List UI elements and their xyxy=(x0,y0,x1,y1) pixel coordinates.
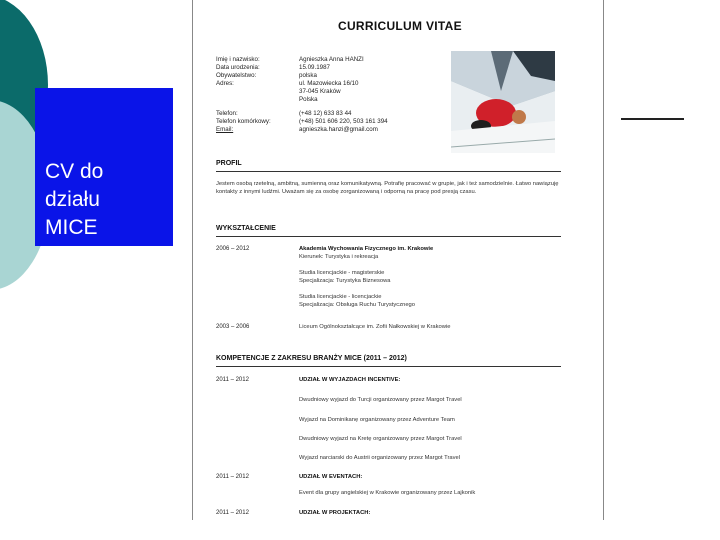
competence-date: 2011 – 2012 xyxy=(216,377,249,383)
slide-title-box xyxy=(35,88,173,246)
photo-image xyxy=(451,51,555,153)
education-heading: WYKSZTAŁCENIE xyxy=(216,225,276,232)
personal-label: Telefon: xyxy=(216,110,238,117)
education-line: Liceum Ogólnokształcące im. Zofii Nałkowskiej w Krakowie xyxy=(299,324,451,330)
education-line: Kierunek: Turystyka i rekreacja xyxy=(299,254,379,260)
personal-label: Data urodzenia: xyxy=(216,64,260,71)
competence-line: Wyjazd narciarski do Austrii organizowany przez Margot Travel xyxy=(299,455,461,461)
personal-label: Obywatelstwo: xyxy=(216,72,257,79)
competence-line: Dwudniowy wyjazd na Kretę organizowany przez Margot Travel xyxy=(299,436,462,442)
personal-row-citizenship xyxy=(216,72,317,79)
slide-decorative-line xyxy=(621,118,684,120)
personal-value: 37-045 Kraków xyxy=(299,88,341,95)
personal-row-mobile xyxy=(216,118,388,125)
competence-head: UDZIAŁ W PROJEKTACH: xyxy=(299,510,371,516)
personal-value: (+48) 501 606 220, 503 161 394 xyxy=(299,118,388,125)
competence-head: UDZIAŁ W WYJAZDACH INCENTIVE: xyxy=(299,377,401,383)
competence-line: Event dla grupy angielskiej w Krakowie organizowany przez Lajkonik xyxy=(299,490,476,496)
cv-title: CURRICULUM VITAE xyxy=(338,19,462,33)
personal-value: Agnieszka Anna HANZI xyxy=(299,56,364,63)
cv-document-page xyxy=(192,0,604,520)
personal-label: Email: xyxy=(216,126,234,133)
section-divider xyxy=(216,171,561,172)
section-divider xyxy=(216,236,561,237)
competence-heading: KOMPETENCJE Z ZAKRESU BRANŻY MICE (2011 – 2012) xyxy=(216,355,407,362)
education-line: Akademia Wychowania Fizycznego im. Krakowie xyxy=(299,246,434,252)
personal-value: (+48 12) 633 83 44 xyxy=(299,110,352,117)
competence-head: UDZIAŁ W EVENTACH: xyxy=(299,474,363,480)
competence-line: Wyjazd na Dominikanę organizowany przez Adventure Team xyxy=(299,417,455,423)
personal-row-phone xyxy=(216,110,352,117)
profile-text: Jestem osobą rzetelną, ambitną, sumienną oraz komunikatywną. Potrafię pracować w grupie, jak i też samodzielnie. Łatwo nawiązuję kontakty z innymi ludźmi. Uważam się za osobę zorganizowaną i odporną na pracę pod presją czasu. xyxy=(216,181,559,195)
personal-label: Imię i nazwisko: xyxy=(216,56,260,63)
personal-label: Adres: xyxy=(216,80,234,87)
personal-row-birthdate xyxy=(216,64,330,71)
personal-row-name xyxy=(216,56,364,63)
profile-heading: PROFIL xyxy=(216,160,242,167)
education-line: Specjalizacja: Obsługa Ruchu Turystycznego xyxy=(299,302,415,308)
sailing-photo xyxy=(451,51,555,153)
competence-date: 2011 – 2012 xyxy=(216,474,249,480)
education-date: 2006 – 2012 xyxy=(216,246,250,252)
education-date: 2003 – 2006 xyxy=(216,324,250,330)
education-line: Studia licencjackie - magisterskie xyxy=(299,270,385,276)
personal-value: 15.09.1987 xyxy=(299,64,330,71)
competence-date: 2011 – 2012 xyxy=(216,510,249,516)
personal-label: Telefon komórkowy: xyxy=(216,118,271,125)
competence-line: Dwudniowy wyjazd do Turcji organizowany przez Margot Travel xyxy=(299,397,462,403)
email-link[interactable]: agnieszka.hanzi@gmail.com xyxy=(299,126,378,133)
personal-row-email xyxy=(216,126,378,133)
education-line: Studia licencjackie - licencjackie xyxy=(299,294,382,300)
slide-title: CV do działu MICE xyxy=(45,160,104,239)
section-divider xyxy=(216,366,561,367)
personal-row-address xyxy=(216,80,359,87)
personal-value: ul. Mazowiecka 16/10 xyxy=(299,80,359,87)
personal-value: polska xyxy=(299,72,317,79)
education-line: Specjalizacja: Turystyka Biznesowa xyxy=(299,278,391,284)
personal-value: Polska xyxy=(299,96,318,103)
